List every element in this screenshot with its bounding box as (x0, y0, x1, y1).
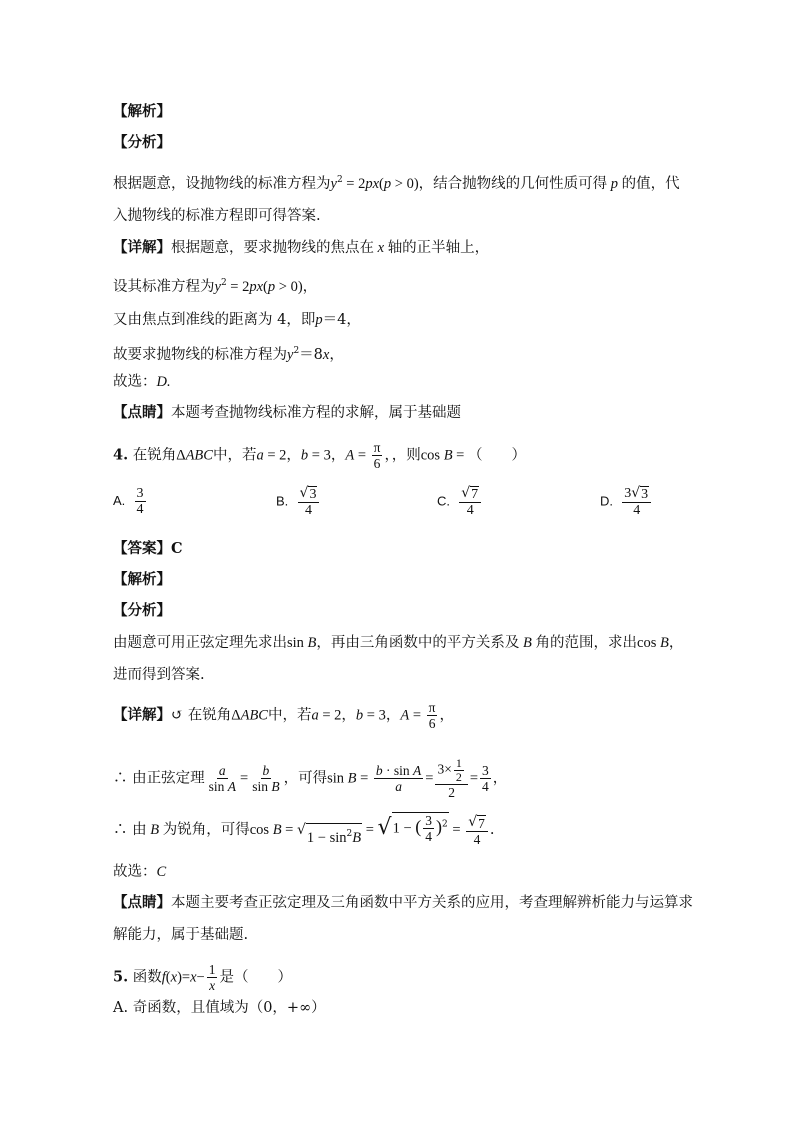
option-a: A. $\frac{3}{4}$ (113, 486, 144, 517)
q4-stem: 4. 在锐角ΔABC中，若a = 2，b = 3，A = $\frac{\pi}{6}$ ，，则cos B = （ ） (113, 440, 526, 471)
q4-fenxi-heading: 【分析】 (113, 602, 171, 619)
q3-analysis-line1: 根据题意，设抛物线的标准方程为$y^2 = 2px(p > 0)$，结合抛物线的几何性质可得 p 的值，代 (113, 175, 680, 192)
q3-dianjing: 【点睛】本题考查抛物线标准方程的求解，属于基础题 (113, 404, 461, 421)
q3-detail-line4: 故要求抛物线的标准方程为$y^2=8x$， (113, 346, 344, 363)
q4-choose: 故选：C (113, 864, 167, 880)
q4-step2: ∴ 由 B 为锐角，可得cos B = √ $1 - \sin^2B$ = √ 1 − ( $\frac{3}{4}$ )$^2$ = √ 7 4 . (113, 813, 495, 847)
q3-detail-line1: 【详解】根据题意，要求抛物线的焦点在 x 轴的正半轴上， (113, 239, 490, 256)
q4-dianjing-line1: 【点睛】本题主要考查正弦定理及三角函数中平方关系的应用，考查理解辨析能力与运算求 (113, 894, 693, 911)
q5-stem: 5. 函数f(x)=x− $\frac{1}{x}$ 是（ ） (113, 962, 292, 993)
q3-choose: 故选：D. (113, 374, 171, 390)
option-b: B. √ 3 4 (276, 486, 321, 518)
q4-detail-line1: 【详解】↺ 在锐角ΔABC中，若a = 2，b = 3，A = $\frac{\pi}{6}$ ， (113, 700, 454, 731)
q4-step1: ∴ 由正弦定理 $\frac{a}{\text{sin A}}$ = $\frac{b}{\text{sin B}}$ ，可得sin B = $\frac{\text{b · sin A}}{a}$ = 3× $\frac{1}{2}$ 2 = $\frac{3}{4}$ ， (113, 756, 508, 800)
q4-answer: 【答案】C (113, 540, 183, 557)
q3-analysis-line2: 入抛物线的标准方程即可得答案. (113, 208, 321, 224)
q3-detail-line2: 设其标准方程为$y^2 = 2px(p > 0)$， (113, 278, 318, 295)
fenxi-heading: 【分析】 (113, 134, 171, 151)
q4-dianjing-line2: 解能力，属于基础题. (113, 927, 249, 943)
q5-option-a: A. 奇函数，且值域为（0，+∞） (113, 1000, 326, 1016)
q4-jiexi-heading: 【解析】 (113, 571, 171, 588)
option-c: C. √ 7 4 (437, 486, 483, 518)
option-d: D. 3 √ 3 4 (600, 486, 653, 518)
q3-detail-line3: 又由焦点到准线的距离为 4，即p＝4， (113, 312, 361, 328)
jiexi-heading: 【解析】 (113, 103, 171, 120)
q4-analysis-line2: 进而得到答案. (113, 667, 205, 683)
q4-analysis-line1: 由题意可用正弦定理先求出sin B，再由三角函数中的平方关系及 B 角的范围，求出cos B， (113, 635, 684, 651)
